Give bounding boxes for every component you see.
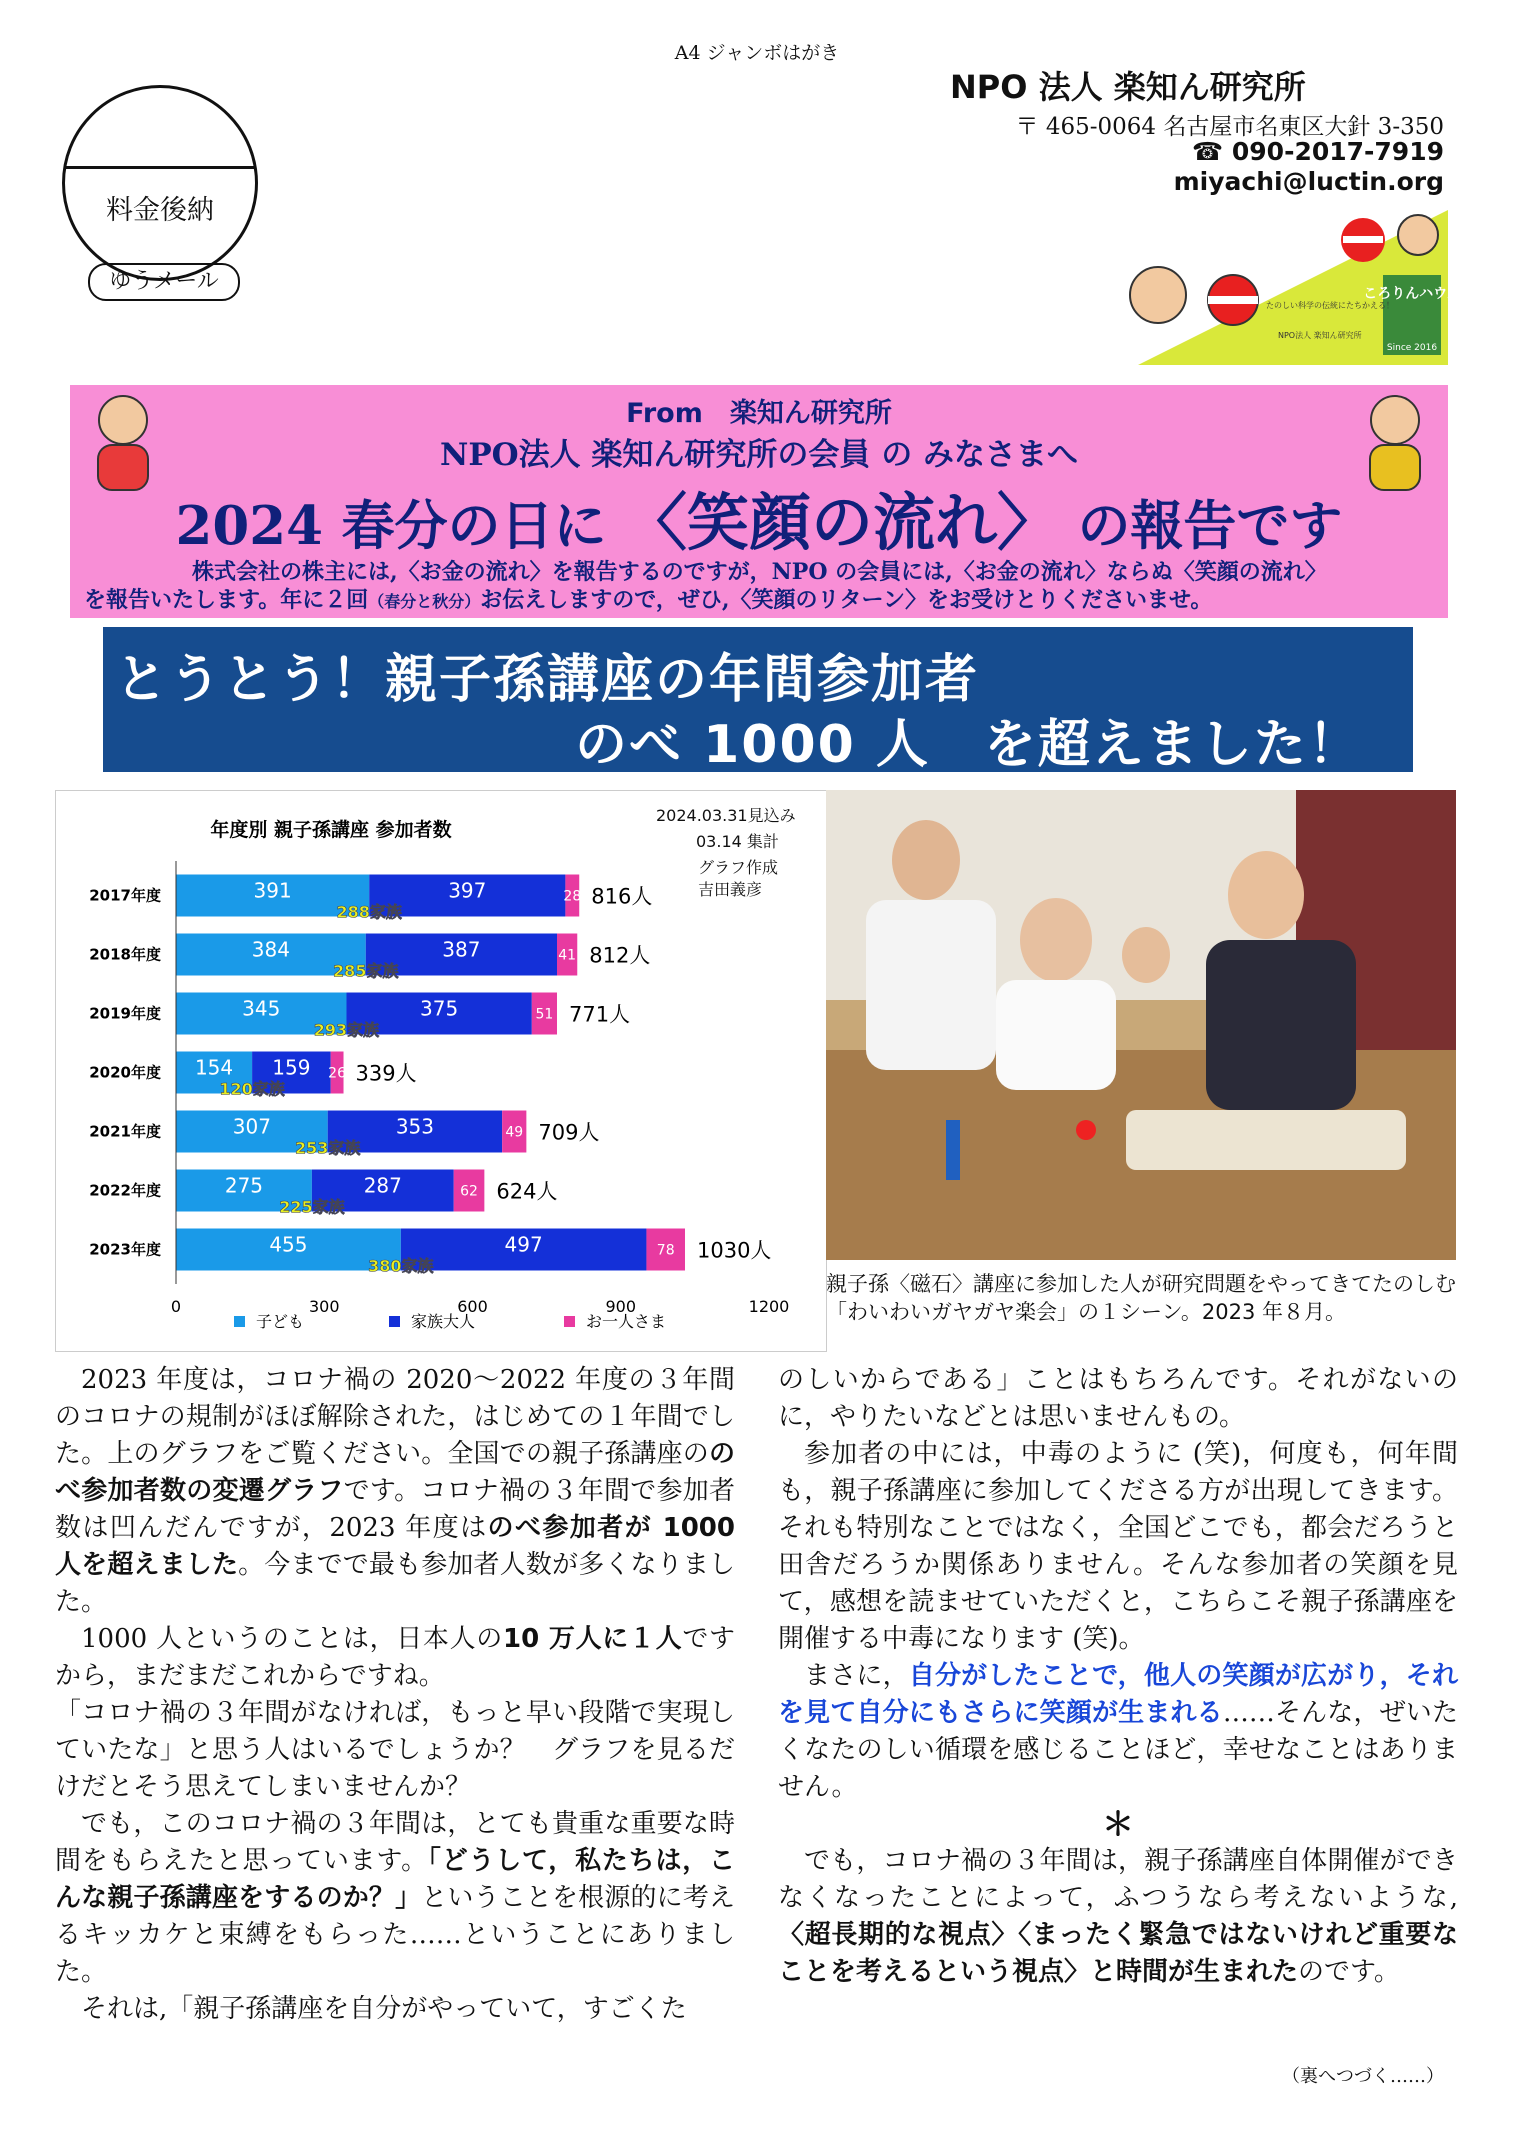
y-tick-label: 2019年度	[89, 1004, 161, 1023]
total-label: 816人	[591, 884, 653, 909]
family-label: 120家族	[219, 1079, 285, 1099]
body-paragraph: 「コロナ禍の３年間がなければ，もっと早い段階で実現していたな」と思う人はいるでしょうか？ グラフを見るだけだとそう思えてしまいませんか？	[55, 1698, 735, 1802]
postmark-circle	[62, 85, 258, 281]
from-line: From 楽知ん研究所	[626, 398, 892, 429]
chart-title: 年度別 親子孫講座 参加者数	[210, 819, 452, 841]
body-paragraph: 2023 年度は，コロナ禍の 2020〜2022 年度の３年間のコロナの規制がほぼ解除された，はじめての１年間でした。上のグラフをご覧ください。全国での親子孫講座ののべ参加者数の変遷グラフです。コロナ禍の３年間で参加者数は凹んだんですが，2023 年度はのべ参加者が 1000 人を超えました。今までで最も参加者人数が多くなりました。	[55, 1365, 735, 1617]
total-label: 709人	[538, 1120, 600, 1145]
total-label: 1030人	[696, 1238, 772, 1263]
address: 〒 465-0064 名古屋市名東区大針 3-350	[1015, 114, 1444, 140]
data-label: 41	[558, 947, 577, 964]
title-line2: のべ 1000 人 を超えました！	[575, 715, 1362, 775]
total-label: 771人	[569, 1002, 631, 1027]
data-label: 26	[328, 1065, 347, 1082]
data-label: 287	[363, 1173, 402, 1198]
body-paragraph: 参加者の中には，中毒のように (笑)，何度も，何年間も，親子孫講座に参加してくださる方が出現してきます。それも特別なことではなく，全国どこでも，都会だろうと田舎だろうか関係ありません。そんな参加者の笑顔を見て，感想を読ませていただくと，こちらこそ親子孫講座を開催する中毒になります (笑)。	[778, 1439, 1458, 1654]
body-paragraph: それは,「親子孫講座を自分がやっていて，すごくた	[81, 1994, 687, 2024]
continue-note: （裏へつづく……）	[1282, 2066, 1444, 2087]
y-tick-label: 2022年度	[89, 1181, 161, 1200]
org-name: NPO 法人 楽知ん研究所	[950, 68, 1306, 106]
y-tick-label: 2020年度	[89, 1063, 161, 1082]
legend-swatch	[564, 1316, 575, 1327]
top-note: A4 ジャンボはがき	[674, 42, 840, 64]
banner-desc-line2: を報告いたします。年に２回（春分と秋分）お伝えしますので，ぜひ,〈笑顔のリターン〉をお受けとりくださいませ。	[84, 587, 1213, 613]
x-tick-label: 1200	[748, 1297, 790, 1316]
postmark-label: 料金後納	[106, 195, 214, 226]
section-star: ＊	[1101, 1805, 1134, 1843]
family-label: 380家族	[368, 1256, 434, 1276]
data-label: 497	[504, 1232, 543, 1257]
body-paragraph: まさに，自分がしたことで，他人の笑顔が広がり，それを見て自分にもさらに笑顔が生まれる……そんな，ぜいたくなたのしい循環を感じることほど，幸せなことはありません。	[778, 1661, 1458, 1802]
body-paragraph: でも，このコロナ禍の３年間は，とても貴重な重要な時間をもらえたと思っています。「どうして，私たちは，こんな親子孫講座をするのか？」ということを根源的に考えるキッカケと束縛をもらった……ということにありました。	[55, 1809, 736, 1987]
y-tick-label: 2017年度	[89, 886, 161, 905]
data-label: 51	[535, 1006, 554, 1023]
total-label: 812人	[589, 943, 651, 968]
x-tick-label: 900	[605, 1297, 637, 1316]
data-label: 78	[656, 1242, 675, 1259]
data-label: 387	[442, 937, 481, 962]
headline: 2024 春分の日に 〈笑顔の流れ〉 の報告です	[175, 486, 1343, 559]
chart-tally: 03.14 集計	[696, 832, 779, 851]
total-label: 624人	[496, 1179, 558, 1204]
data-label: 353	[395, 1114, 435, 1139]
total-label: 339人	[355, 1061, 417, 1086]
body-paragraph: 1000 人というのことは，日本人の10 万人に１人ですから，まだまだこれからですね。	[55, 1624, 735, 1691]
logo-text: ころりんハウス	[1363, 286, 1461, 302]
data-label: 154	[194, 1055, 234, 1080]
data-label: 455	[269, 1232, 308, 1257]
mail-badge: ゆうメール	[88, 263, 240, 301]
data-label: 49	[505, 1124, 524, 1141]
y-tick-label: 2023年度	[89, 1240, 161, 1259]
to-line: NPO法人 楽知ん研究所の会員 の みなさまへ	[439, 437, 1079, 473]
email: miyachi@luctin.org	[1173, 167, 1444, 196]
y-tick-label: 2018年度	[89, 945, 161, 964]
x-tick-label: 600	[457, 1297, 488, 1316]
logo-illustration	[1118, 200, 1461, 370]
banner-desc-line1: 株式会社の株主には,〈お金の流れ〉を報告するのですが，NPO の会員には,〈お金の流れ〉ならぬ〈笑顔の流れ〉	[192, 559, 1327, 585]
data-label: 62	[460, 1183, 478, 1200]
family-label: 293家族	[313, 1020, 380, 1040]
data-label: 391	[253, 878, 292, 903]
logo-org: NPO法人 楽知ん研究所	[1278, 331, 1362, 340]
title-line1: とうとう！親子孫講座の年間参加者	[115, 650, 980, 710]
data-label: 275	[224, 1173, 264, 1198]
family-label: 288家族	[336, 902, 402, 922]
logo-since: Since 2016	[1386, 343, 1438, 353]
greeting-banner	[70, 385, 1448, 618]
legend-swatch	[234, 1316, 245, 1327]
chart-made-by: グラフ作成	[698, 858, 779, 877]
data-label: 159	[272, 1055, 311, 1080]
x-tick-label: 0	[170, 1297, 182, 1316]
data-label: 307	[232, 1114, 271, 1139]
data-label: 397	[448, 878, 487, 903]
legend-label: お一人さま	[586, 1312, 667, 1331]
legend-swatch	[389, 1316, 400, 1327]
body-left-column	[55, 1362, 735, 2028]
body-paragraph: のしいからである」ことはもちろんです。それがないのに，やりたいなどとは思いませんもの。	[778, 1365, 1458, 1432]
data-label: 28	[563, 888, 582, 905]
body-right-column	[778, 1362, 1458, 1991]
participants-chart	[55, 790, 827, 1352]
title-banner	[103, 627, 1413, 775]
data-label: 375	[420, 996, 459, 1021]
family-label: 285家族	[333, 961, 399, 981]
legend-label: 子ども	[256, 1312, 305, 1331]
chart-author: 吉田義彦	[698, 880, 763, 899]
logo-slogan: たのしい科学の伝統にたちかえる！	[1266, 301, 1394, 310]
workshop-photo	[826, 790, 1456, 1260]
phone: ☎ 090-2017-7919	[1192, 137, 1444, 166]
body-paragraph: でも，コロナ禍の３年間は，親子孫講座自体開催ができなくなったことによって，ふつうなら考えないような,〈超長期的な視点〉〈まったく緊急ではないけれど重要なことを考えるという視点〉と時間が生まれたのです。	[778, 1846, 1458, 1987]
x-tick-label: 300	[308, 1297, 340, 1316]
photo-caption: 親子孫〈磁石〉講座に参加した人が研究問題をやってきてたのしむ「わいわいガヤガヤ楽会」の１シーン。2023 年８月。	[826, 1272, 1456, 1324]
y-tick-label: 2021年度	[89, 1122, 161, 1141]
data-label: 384	[251, 937, 290, 962]
family-label: 253家族	[295, 1138, 361, 1158]
headline-emphasis: 〈笑顔の流れ〉	[624, 486, 1059, 559]
data-label: 345	[242, 996, 281, 1021]
legend-label: 家族大人	[411, 1312, 476, 1331]
chart-date: 2024.03.31見込み	[656, 806, 796, 825]
family-label: 225家族	[279, 1197, 345, 1217]
